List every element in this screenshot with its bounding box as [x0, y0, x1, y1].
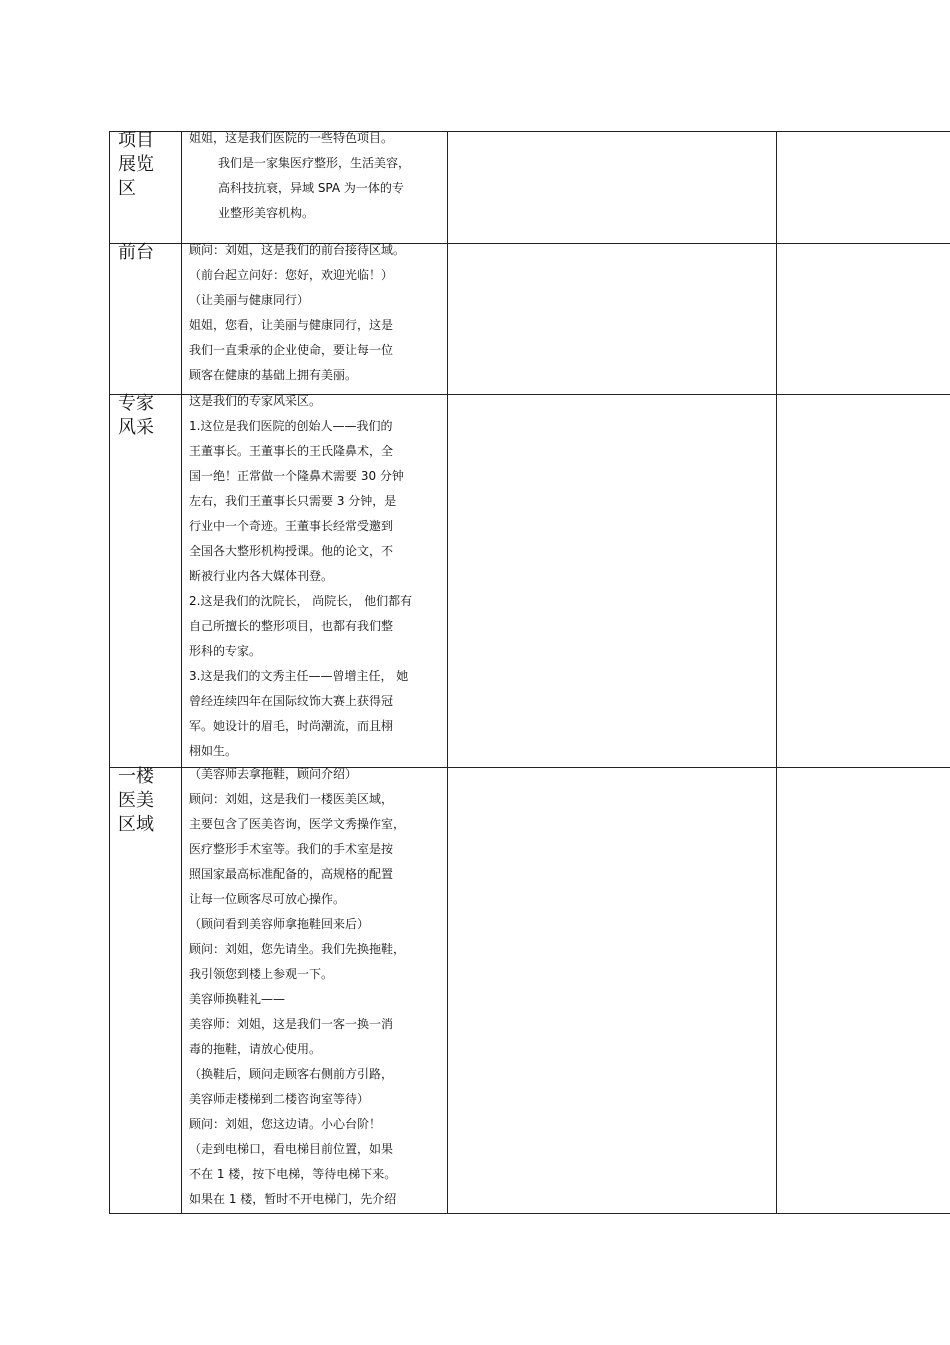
script-line: 高科技抗衰，异域 SPA 为一体的专 [218, 181, 404, 195]
script-line: 自己所擅长的整形项目，也都有我们整 [189, 619, 394, 633]
script-line: 毒的拖鞋，请放心使用。 [189, 1042, 322, 1056]
script-line: 医疗整形手术室等。我们的手术室是按 [189, 842, 394, 856]
script-line: 1.这位是我们医院的创始人——我们的 [189, 419, 393, 433]
table-row [110, 244, 950, 395]
area-cell [110, 768, 182, 1214]
script-line: 军。她设计的眉毛，时尚潮流，而且栩 [189, 719, 394, 733]
empty-cell [777, 132, 950, 244]
script-line: 美容师走楼梯到二楼咨询室等待） [189, 1092, 370, 1106]
empty-cell [448, 768, 777, 1214]
script-line: 姐姐，这是我们医院的一些特色项目。 [189, 131, 394, 145]
script-line: （美容师去拿拖鞋，顾问介绍） [189, 767, 358, 781]
script-line: 顾问：刘姐，这是我们的前台接待区域。 [189, 243, 406, 257]
script-line: 左右，我们王董事长只需要 3 分钟，是 [189, 494, 397, 508]
area-label: 项目展览区 [118, 130, 154, 199]
script-line: 照国家最高标准配备的，高规格的配置 [189, 867, 394, 881]
area-label: 一楼医美区域 [118, 766, 154, 835]
empty-cell [777, 395, 950, 768]
script-text [182, 389, 447, 764]
script-line: 全国各大整形机构授课。他的论文，不 [189, 544, 394, 558]
empty-cell [448, 244, 777, 395]
script-line: （让美丽与健康同行） [189, 293, 310, 307]
script-line: 顾客在健康的基础上拥有美丽。 [189, 368, 358, 382]
area-cell [110, 132, 182, 244]
empty-cell [777, 244, 950, 395]
script-line: （换鞋后，顾问走顾客右侧前方引路， [189, 1067, 394, 1081]
script-text [182, 126, 447, 226]
script-line: 我引领您到楼上参观一下。 [189, 967, 334, 981]
script-text [182, 762, 447, 1212]
empty-cell [448, 132, 777, 244]
script-line: 断被行业内各大媒体刊登。 [189, 569, 334, 583]
script-line: 让每一位顾客尽可放心操作。 [189, 892, 346, 906]
script-line: 美容师：刘姐，这是我们一客一换一消 [189, 1017, 394, 1031]
script-line: 这是我们的专家风采区。 [189, 394, 322, 408]
script-cell [182, 768, 448, 1214]
table-row [110, 768, 950, 1214]
script-line: 姐姐，您看，让美丽与健康同行，这是 [189, 318, 394, 332]
script-line: 不在 1 楼，按下电梯，等待电梯下来。 [189, 1167, 397, 1181]
script-line: 栩如生。 [189, 744, 238, 758]
script-cell [182, 244, 448, 395]
script-line: 曾经连续四年在国际纹饰大赛上获得冠 [189, 694, 394, 708]
script-line: （前台起立问好：您好，欢迎光临！） [189, 268, 394, 282]
script-text [182, 238, 447, 388]
script-line: 形科的专家。 [189, 644, 262, 658]
area-label: 前台 [118, 242, 154, 263]
table-row [110, 132, 950, 244]
empty-cell [777, 768, 950, 1214]
script-line: 行业中一个奇迹。王董事长经常受邀到 [189, 519, 394, 533]
tour-script-table [109, 131, 950, 1214]
script-line: 国一绝！正常做一个隆鼻术需要 30 分钟 [189, 469, 404, 483]
script-line: 主要包含了医美咨询，医学文秀操作室， [189, 817, 406, 831]
area-cell [110, 395, 182, 768]
script-line: （走到电梯口，看电梯目前位置，如果 [189, 1142, 394, 1156]
script-line: 美容师换鞋礼—— [189, 992, 286, 1006]
script-line: 2.这是我们的沈院长， 尚院长， 他们都有 [189, 594, 413, 608]
script-line: 顾问：刘姐，您这边请。小心台阶！ [189, 1117, 382, 1131]
table-row [110, 395, 950, 768]
area-cell [110, 244, 182, 395]
script-line: 如果在 1 楼，暂时不开电梯门，先介绍 [189, 1192, 397, 1206]
script-cell [182, 132, 448, 244]
table-body [110, 132, 950, 1214]
script-line: 顾问：刘姐，您先请坐。我们先换拖鞋， [189, 942, 406, 956]
area-label: 专家风采 [118, 393, 154, 438]
script-cell [182, 395, 448, 768]
script-line: （顾问看到美容师拿拖鞋回来后） [189, 917, 370, 931]
script-line: 我们是一家集医疗整形，生活美容， [218, 156, 411, 170]
empty-cell [448, 395, 777, 768]
script-line: 业整形美容机构。 [218, 206, 315, 220]
script-line: 顾问：刘姐，这是我们一楼医美区域， [189, 792, 394, 806]
script-line: 王董事长。王董事长的王氏隆鼻术，全 [189, 444, 394, 458]
script-line: 我们一直秉承的企业使命，要让每一位 [189, 343, 394, 357]
script-line: 3.这是我们的文秀主任——曾增主任， 她 [189, 669, 409, 683]
